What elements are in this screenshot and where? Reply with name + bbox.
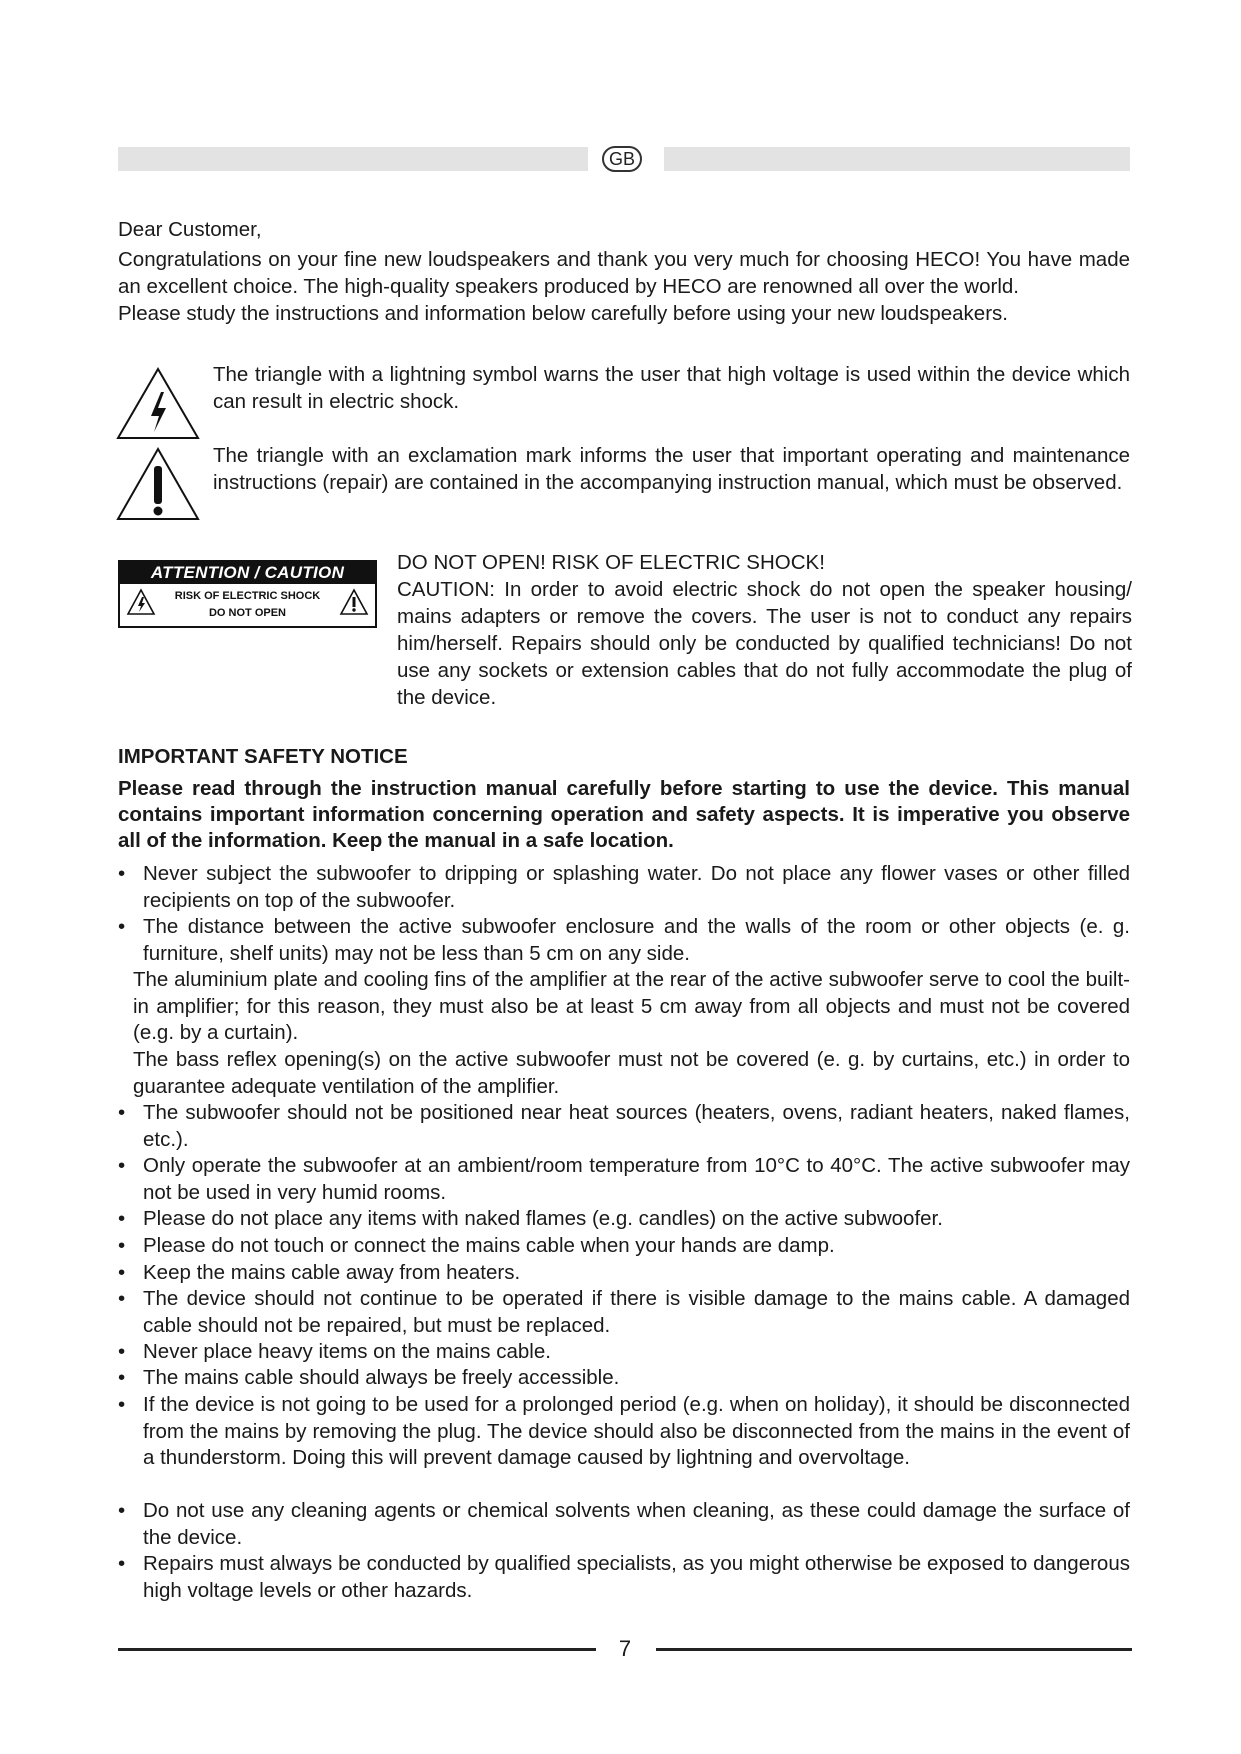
safety-item: • Please do not touch or connect the mains cable when your hands are damp. <box>118 1234 835 1257</box>
caution-label-heading: ATTENTION / CAUTION <box>120 562 375 584</box>
safety-item: • Do not use any cleaning agents or chemical solvents when cleaning, as these could damage the surface of the device. <box>118 1499 1130 1549</box>
shock-warning-title: DO NOT OPEN! RISK OF ELECTRIC SHOCK! <box>397 551 825 574</box>
lightning-warning-icon <box>115 366 201 441</box>
safety-item: • The subwoofer should not be positioned near heat sources (heaters, ovens, radiant heaters, naked flames, etc.). <box>118 1101 1130 1151</box>
language-badge: GB <box>602 146 642 172</box>
study-instructions-paragraph: Please study the instructions and information below carefully before using your new loudspeakers. <box>118 302 1008 325</box>
footer-rule-right <box>656 1648 1132 1651</box>
header-bar-right <box>664 147 1130 171</box>
exclamation-symbol-description: The triangle with an exclamation mark informs the user that important operating and maintenance instructions (repair) are contained in the accompanying instruction manual, which must be observed. <box>213 444 1130 494</box>
safety-notice-title: IMPORTANT SAFETY NOTICE <box>118 745 408 768</box>
header-bar-left <box>118 147 588 171</box>
safety-item: The aluminium plate and cooling fins of the amplifier at the rear of the active subwoofer serve to cool the built-in amplifier; for this reason, they must also be at least 5 cm away from all objects and must not be covered (e.g. by a curtain). <box>133 968 1130 1044</box>
page-number: 7 <box>618 1636 632 1661</box>
safety-item: The bass reflex opening(s) on the active subwoofer must not be covered (e. g. by curtains, etc.) in order to guarantee adequate ventilation of the amplifier. <box>133 1048 1130 1098</box>
salutation: Dear Customer, <box>118 218 262 241</box>
caution-exclamation-icon <box>339 588 369 616</box>
footer-rule-left <box>118 1648 596 1651</box>
safety-notice-intro: Please read through the instruction manual carefully before starting to use the device. This manual contains important information concerning operation and safety aspects. It is imperative you observe all of the information. Keep the manual in a safe location. <box>118 777 1130 852</box>
shock-warning-body: CAUTION: In order to avoid electric shock do not open the speaker housing/ mains adapters or remove the covers. The user is not to conduct any repairs him/herself. Repairs should only be conducted by qualified technicians! Do not use any sockets or extension cables that do not fully accommodate the plug of the device. <box>397 578 1132 709</box>
safety-item: • Keep the mains cable away from heaters. <box>118 1261 521 1284</box>
safety-item: • Please do not place any items with naked flames (e.g. candles) on the active subwoofer. <box>118 1207 943 1230</box>
safety-item: • Only operate the subwoofer at an ambient/room temperature from 10°C to 40°C. The active subwoofer may not be used in very humid rooms. <box>118 1154 1130 1204</box>
safety-item: • Never subject the subwoofer to dripping or splashing water. Do not place any flower vases or other filled recipients on top of the subwoofer. <box>118 862 1130 912</box>
safety-item: • Never place heavy items on the mains cable. <box>118 1340 551 1363</box>
safety-item: • The distance between the active subwoofer enclosure and the walls of the room or other objects (e. g. furniture, shelf units) may not be less than 5 cm on any side. <box>118 915 1130 965</box>
safety-item: • Repairs must always be conducted by qualified specialists, as you might otherwise be exposed to dangerous high voltage levels or other hazards. <box>118 1552 1130 1602</box>
safety-item: • If the device is not going to be used for a prolonged period (e.g. when on holiday), it should be disconnected from the mains by removing the plug. The device should also be disconnected from the mains in the event of a thunderstorm. Doing this will prevent damage caused by lightning and overvoltage. <box>118 1393 1130 1469</box>
caution-label-line2: DO NOT OPEN <box>208 607 286 619</box>
shock-warning <box>397 549 1132 711</box>
lightning-symbol-description: The triangle with a lightning symbol warns the user that high voltage is used within the device which can result in electric shock. <box>213 363 1130 413</box>
caution-label-line1: RISK OF ELECTRIC SHOCK <box>174 590 321 602</box>
caution-label <box>118 560 377 628</box>
safety-item: • The mains cable should always be freely accessible. <box>118 1366 620 1389</box>
congratulations-paragraph: Congratulations on your fine new loudspeakers and thank you very much for choosing HECO! You have made an excellent choice. The high-quality speakers produced by HECO are renowned all over the world. <box>118 248 1130 298</box>
exclamation-warning-icon <box>115 446 201 522</box>
safety-item: • The device should not continue to be operated if there is visible damage to the mains cable. A damaged cable should not be repaired, but must be replaced. <box>118 1287 1130 1337</box>
